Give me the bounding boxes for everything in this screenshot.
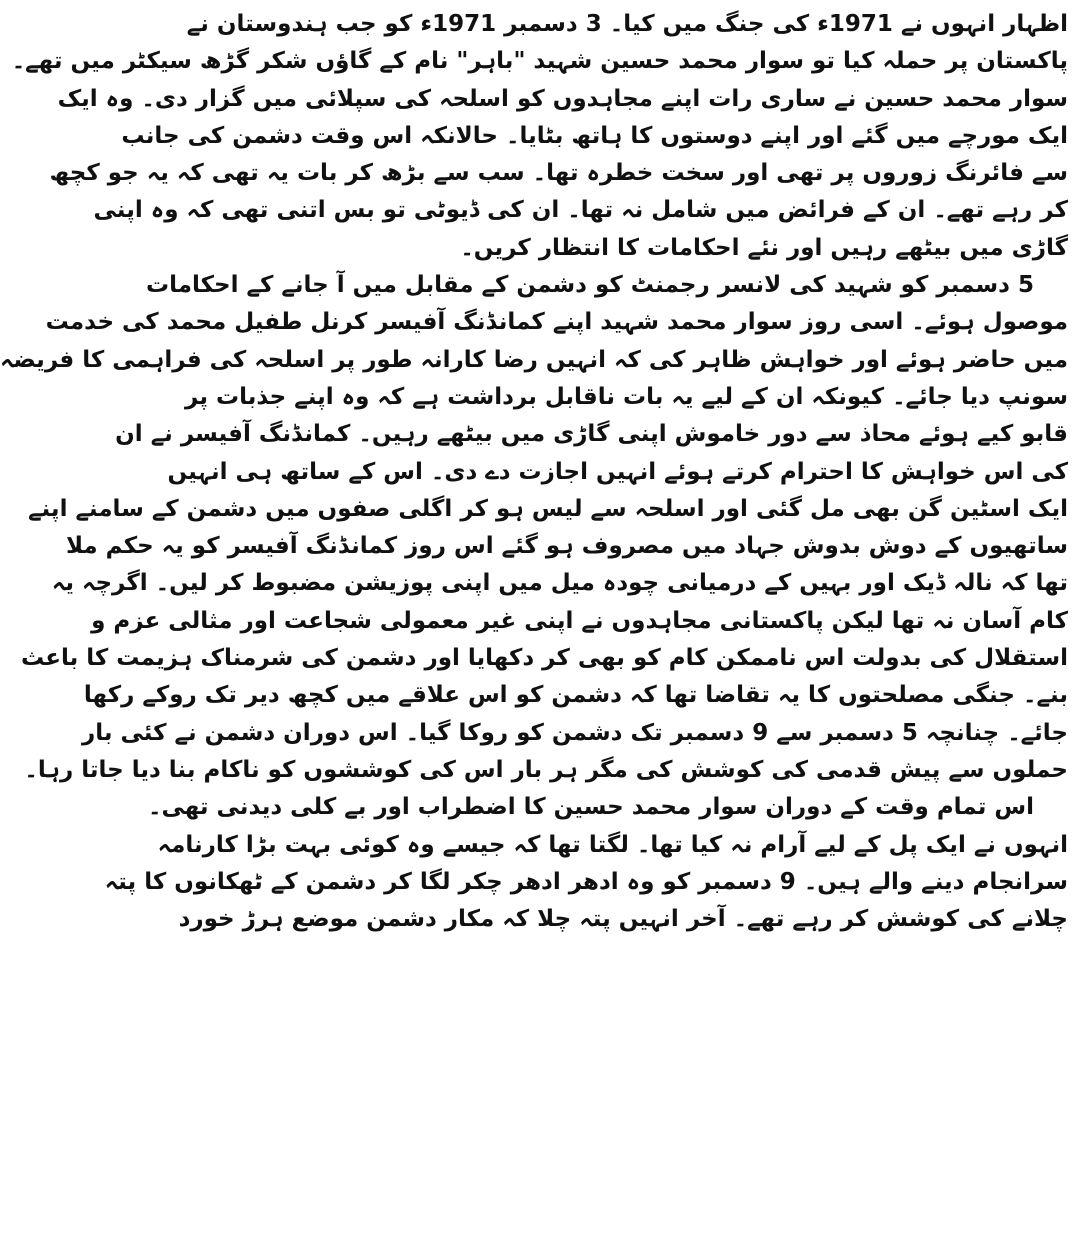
text-line: جائے۔ چنانچہ 5 دسمبر سے 9 دسمبر تک دشمن کو روکا گیا۔ اس دوران دشمن نے کئی بار: [81, 719, 1068, 746]
paragraph-end-line: گاڑی میں بیٹھے رہیں اور نئے احکامات کا انتظار کریں۔: [460, 234, 1068, 261]
text-line: میں حاضر ہوئے اور خواہش ظاہر کی کہ انہیں رضا کارانہ طور پر اسلحہ کی فراہمی کا فریضہ: [0, 346, 1068, 373]
text-line: چلانے کی کوشش کر رہے تھے۔ آخر انہیں پتہ چلا کہ مکار دشمن موضع ہرڑ خورد: [178, 906, 1068, 933]
article-body: [0, 6, 1068, 938]
paragraph-end-line: حملوں سے پیش قدمی کی کوشش کی مگر ہر بار اس کی کوششوں کو ناکام بنا دیا جاتا رہا۔: [24, 756, 1068, 783]
text-line: سوار محمد حسین نے ساری رات اپنے مجاہدوں کو اسلحہ کی سپلائی میں گزار دی۔ وہ ایک: [57, 85, 1068, 112]
text-line: استقلال کی بدولت اس ناممکن کام کو بھی کر دکھایا اور دشمن کی شرمناک ہزیمت کا باعث: [20, 645, 1068, 672]
text-line: سرانجام دینے والے ہیں۔ 9 دسمبر کو وہ ادھر ادھر چکر لگا کر دشمن کے ٹھکانوں کا پتہ: [104, 868, 1068, 895]
text-line: تھا کہ نالہ ڈیک اور بہیں کے درمیانی چودہ میل میں اپنی پوزیشن مضبوط کر لیں۔ اگرچہ یہ: [51, 570, 1068, 597]
text-line: پاکستان پر حملہ کیا تو سوار محمد حسین شہید "باہر" نام کے گاؤں شکر گڑھ سیکٹر میں تھے۔: [11, 48, 1068, 75]
text-line: کی اس خواہش کا احترام کرتے ہوئے انہیں اجازت دے دی۔ اس کے ساتھ ہی انہیں: [167, 458, 1068, 485]
text-line: ساتھیوں کے دوش بدوش جہاد میں مصروف ہو گئے اس روز کمانڈنگ آفیسر کو یہ حکم ملا: [65, 533, 1068, 560]
text-line: انہوں نے ایک پل کے لیے آرام نہ کیا تھا۔ لگتا تھا کہ جیسے وہ کوئی بہت بڑا کارنامہ: [157, 831, 1068, 858]
paragraph-single-line: اس تمام وقت کے دوران سوار محمد حسین کا اضطراب اور بے کلی دیدنی تھی۔: [147, 794, 1034, 821]
text-line: ایک مورچے میں گئے اور اپنے دوستوں کا ہاتھ بٹایا۔ حالانکہ اس وقت دشمن کی جانب: [121, 122, 1068, 149]
text-line: کر رہے تھے۔ ان کے فرائض میں شامل نہ تھا۔ ان کی ڈیوٹی تو بس اتنی تھی کہ وہ اپنی: [93, 197, 1068, 224]
text-line: کام آسان نہ تھا لیکن پاکستانی مجاہدوں نے اپنی غیر معمولی شجاعت اور مثالی عزم و: [91, 607, 1068, 634]
text-line: ایک اسٹین گن بھی مل گئی اور اسلحہ سے لیس ہو کر اگلی صفوں میں دشمن کے سامنے اپنے: [28, 495, 1068, 522]
paragraph-start-line: 5 دسمبر کو شہید کی لانسر رجمنٹ کو دشمن کے مقابل میں آ جانے کے احکامات: [146, 272, 1034, 299]
text-line: قابو کیے ہوئے محاذ سے دور خاموش اپنی گاڑی میں بیٹھے رہیں۔ کمانڈنگ آفیسر نے ان: [115, 421, 1068, 448]
text-line: موصول ہوئے۔ اسی روز سوار محمد شہید اپنے کمانڈنگ آفیسر کرنل طفیل محمد کی خدمت: [45, 309, 1068, 336]
text-line: بنے۔ جنگی مصلحتوں کا یہ تقاضا تھا کہ دشمن کو اس علاقے میں کچھ دیر تک روکے رکھا: [83, 682, 1068, 709]
text-line: اظہار انہوں نے 1971ء کی جنگ میں کیا۔ 3 دسمبر 1971ء کو جب ہندوستان نے: [186, 11, 1068, 37]
text-line: سونپ دیا جائے۔ کیونکہ ان کے لیے یہ بات ناقابل برداشت ہے کہ وہ اپنے جذبات پر: [185, 383, 1068, 410]
text-line: سے فائرنگ زوروں پر تھی اور سخت خطرہ تھا۔ سب سے بڑھ کر بات یہ تھی کہ یہ جو کچھ: [49, 160, 1068, 187]
